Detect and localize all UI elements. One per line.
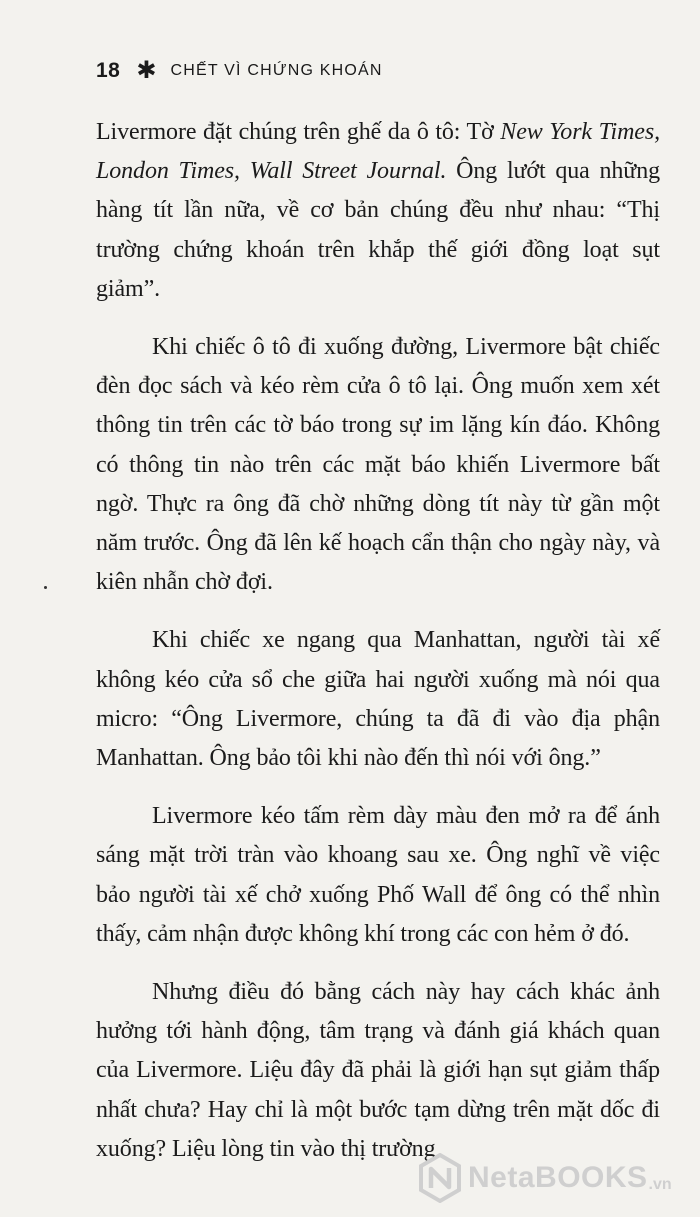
page-number: 18 bbox=[96, 59, 121, 82]
paragraph-segment: Livermore đặt chúng trên ghế da ô tô: Tờ bbox=[96, 119, 501, 145]
paragraph-segment: Khi chiếc ô tô đi xuống đường, Livermore bật chiếc đèn đọc sách và kéo rèm cửa ô tô lại. Ông muốn xem xét thông tin trên các tờ báo trong sự im lặng kín đáo. Không có thông tin nào trên các mặt báo khiến Livermore bất ngờ. Thực ra ông đã chờ những dòng tít này từ gần một năm trước. Ông đã lên kế hoạch cẩn thận cho ngày này, và kiên nhẫn chờ đợi. bbox=[96, 334, 660, 596]
margin-dot bbox=[44, 586, 47, 589]
watermark-text: NetaBOOKS bbox=[468, 1161, 648, 1194]
paragraph-segment: Ông lướt qua những hàng tít lần nữa, về cơ bản chúng đều như nhau: “Thị trường chứng khoán trên khắp thế giới đồng loạt sụt giảm”. bbox=[96, 158, 660, 302]
newspaper-titles: New York Times, London Times, Wall Street Journal. bbox=[96, 119, 660, 185]
body-text bbox=[96, 113, 660, 1188]
paragraph-1 bbox=[96, 113, 660, 309]
paragraph-3 bbox=[96, 621, 660, 778]
paragraph-2 bbox=[96, 328, 660, 602]
watermark-suffix: .vn bbox=[648, 1176, 672, 1193]
netabooks-logo-icon bbox=[418, 1153, 462, 1203]
star-icon: ✱ bbox=[136, 57, 157, 84]
page-header bbox=[96, 56, 383, 86]
paragraph-segment: Livermore kéo tấm rèm dày màu đen mở ra để ánh sáng mặt trời tràn vào khoang sau xe. Ông nghĩ về việc bảo người tài xế chở xuống Phố Wall để ông có thể nhìn thấy, cảm nhận được không khí trong các con hẻm ở đó. bbox=[96, 803, 660, 947]
paragraph-5 bbox=[96, 973, 660, 1169]
paragraph-4 bbox=[96, 797, 660, 954]
running-title: CHẾT VÌ CHỨNG KHOÁN bbox=[170, 62, 383, 79]
watermark bbox=[418, 1150, 672, 1206]
paragraph-segment: Khi chiếc xe ngang qua Manhattan, người tài xế không kéo cửa sổ che giữa hai người xuống mà nói qua micro: “Ông Livermore, chúng ta đã đi vào địa phận Manhattan. Ông bảo tôi khi nào đến thì nói với ông.” bbox=[96, 627, 660, 772]
paragraph-segment: Nhưng điều đó bằng cách này hay cách khác ảnh hưởng tới hành động, tâm trạng và đánh giá khách quan của Livermore. Liệu đây đã phải là giới hạn sụt giảm thấp nhất chưa? Hay chỉ là một bước tạm dừng trên mặt dốc đi xuống? Liệu lòng tin vào thị trường bbox=[96, 979, 660, 1162]
